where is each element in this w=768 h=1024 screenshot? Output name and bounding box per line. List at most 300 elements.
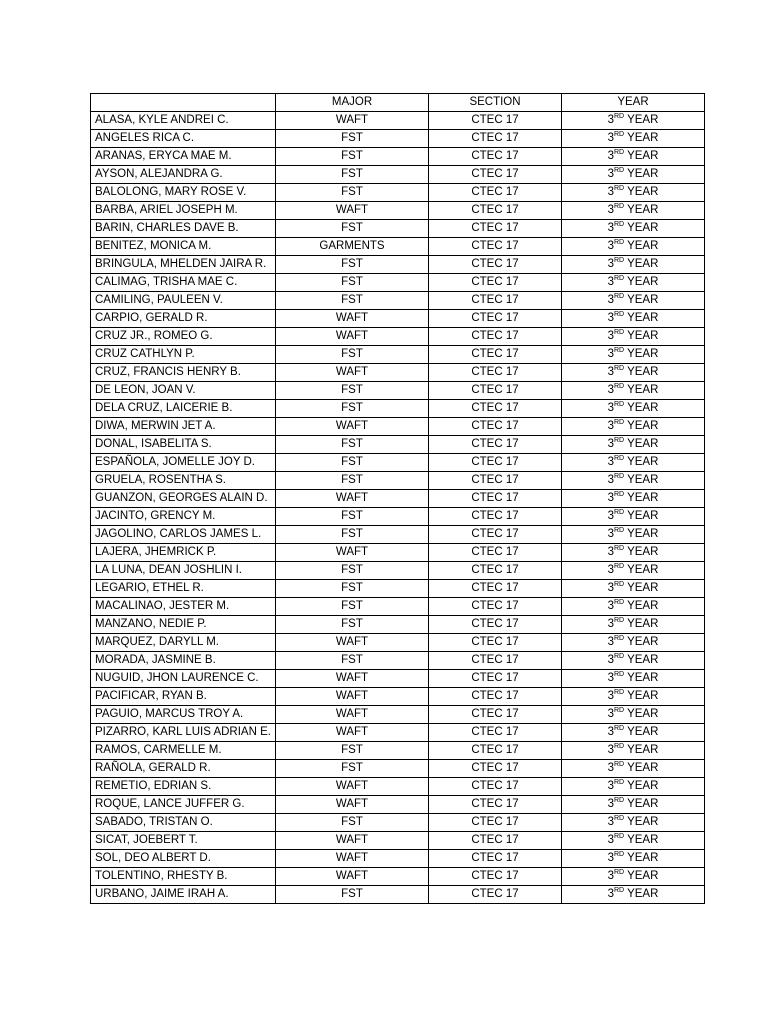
year-word: YEAR xyxy=(627,654,659,666)
section-cell: CTEC 17 xyxy=(429,544,562,562)
year-word: YEAR xyxy=(627,492,659,504)
section-cell: CTEC 17 xyxy=(429,454,562,472)
year-word: YEAR xyxy=(627,132,659,144)
section-cell: CTEC 17 xyxy=(429,184,562,202)
year-number: 3 xyxy=(607,366,614,378)
year-word: YEAR xyxy=(627,870,659,882)
section-cell: CTEC 17 xyxy=(429,634,562,652)
section-cell: CTEC 17 xyxy=(429,580,562,598)
year-number: 3 xyxy=(607,240,614,252)
year-number: 3 xyxy=(607,690,614,702)
table-row xyxy=(91,634,705,652)
year-word: YEAR xyxy=(627,762,659,774)
major-cell: FST xyxy=(276,508,429,526)
year-cell xyxy=(562,310,705,328)
year-cell xyxy=(562,166,705,184)
student-name-cell: SICAT, JOEBERT T. xyxy=(91,832,276,850)
year-number: 3 xyxy=(607,168,614,180)
section-cell: CTEC 17 xyxy=(429,562,562,580)
year-ordinal-suffix: RD xyxy=(613,815,625,822)
year-word: YEAR xyxy=(627,600,659,612)
student-name-cell: CARPIO, GERALD R. xyxy=(91,310,276,328)
year-word: YEAR xyxy=(627,402,659,414)
student-name-cell: MARQUEZ, DARYLL M. xyxy=(91,634,276,652)
section-cell: CTEC 17 xyxy=(429,364,562,382)
year-cell xyxy=(562,112,705,130)
major-cell: FST xyxy=(276,436,429,454)
table-row xyxy=(91,238,705,256)
student-roster xyxy=(90,93,704,904)
student-name-cell: BENITEZ, MONICA M. xyxy=(91,238,276,256)
table-row xyxy=(91,760,705,778)
year-word: YEAR xyxy=(627,636,659,648)
major-cell: FST xyxy=(276,292,429,310)
table-row xyxy=(91,202,705,220)
student-name-cell: BARIN, CHARLES DAVE B. xyxy=(91,220,276,238)
major-cell: WAFT xyxy=(276,328,429,346)
year-cell xyxy=(562,652,705,670)
table-row xyxy=(91,292,705,310)
major-cell: FST xyxy=(276,580,429,598)
section-cell: CTEC 17 xyxy=(429,328,562,346)
year-cell xyxy=(562,148,705,166)
year-word: YEAR xyxy=(627,348,659,360)
table-row xyxy=(91,418,705,436)
student-name-cell: PACIFICAR, RYAN B. xyxy=(91,688,276,706)
year-ordinal-suffix: RD xyxy=(613,707,625,714)
section-cell: CTEC 17 xyxy=(429,310,562,328)
section-cell: CTEC 17 xyxy=(429,202,562,220)
major-cell: FST xyxy=(276,346,429,364)
major-cell: WAFT xyxy=(276,490,429,508)
student-name-cell: PAGUIO, MARCUS TROY A. xyxy=(91,706,276,724)
year-ordinal-suffix: RD xyxy=(613,185,625,192)
student-name-cell: AYSON, ALEJANDRA G. xyxy=(91,166,276,184)
year-number: 3 xyxy=(607,312,614,324)
table-row xyxy=(91,346,705,364)
year-number: 3 xyxy=(607,438,614,450)
section-cell: CTEC 17 xyxy=(429,112,562,130)
year-word: YEAR xyxy=(627,528,659,540)
year-cell xyxy=(562,778,705,796)
year-word: YEAR xyxy=(627,204,659,216)
year-ordinal-suffix: RD xyxy=(613,833,625,840)
major-cell: FST xyxy=(276,184,429,202)
major-cell: FST xyxy=(276,472,429,490)
year-word: YEAR xyxy=(627,114,659,126)
section-cell: CTEC 17 xyxy=(429,148,562,166)
year-word: YEAR xyxy=(627,852,659,864)
section-cell: CTEC 17 xyxy=(429,166,562,184)
table-row xyxy=(91,796,705,814)
major-cell: WAFT xyxy=(276,778,429,796)
year-cell xyxy=(562,706,705,724)
section-cell: CTEC 17 xyxy=(429,778,562,796)
year-ordinal-suffix: RD xyxy=(613,491,625,498)
year-number: 3 xyxy=(607,420,614,432)
major-cell: WAFT xyxy=(276,868,429,886)
student-name-cell: URBANO, JAIME IRAH A. xyxy=(91,886,276,904)
year-number: 3 xyxy=(607,780,614,792)
major-cell: WAFT xyxy=(276,634,429,652)
year-word: YEAR xyxy=(627,294,659,306)
year-cell xyxy=(562,814,705,832)
year-cell xyxy=(562,742,705,760)
year-number: 3 xyxy=(607,816,614,828)
year-ordinal-suffix: RD xyxy=(613,365,625,372)
major-cell: FST xyxy=(276,400,429,418)
year-cell xyxy=(562,184,705,202)
year-number: 3 xyxy=(607,744,614,756)
student-name-cell: JACINTO, GRENCY M. xyxy=(91,508,276,526)
section-cell: CTEC 17 xyxy=(429,436,562,454)
section-cell: CTEC 17 xyxy=(429,508,562,526)
table-row xyxy=(91,184,705,202)
year-word: YEAR xyxy=(627,888,659,900)
year-number: 3 xyxy=(607,600,614,612)
year-cell xyxy=(562,238,705,256)
year-ordinal-suffix: RD xyxy=(613,167,625,174)
year-number: 3 xyxy=(607,726,614,738)
table-row xyxy=(91,526,705,544)
year-number: 3 xyxy=(607,636,614,648)
year-number: 3 xyxy=(607,834,614,846)
student-name-cell: DELA CRUZ, LAICERIE B. xyxy=(91,400,276,418)
year-ordinal-suffix: RD xyxy=(613,527,625,534)
table-row xyxy=(91,886,705,904)
year-ordinal-suffix: RD xyxy=(613,203,625,210)
major-cell: WAFT xyxy=(276,112,429,130)
section-cell: CTEC 17 xyxy=(429,598,562,616)
section-cell: CTEC 17 xyxy=(429,616,562,634)
year-word: YEAR xyxy=(627,420,659,432)
year-number: 3 xyxy=(607,294,614,306)
student-name-cell: SOL, DEO ALBERT D. xyxy=(91,850,276,868)
year-ordinal-suffix: RD xyxy=(613,653,625,660)
year-ordinal-suffix: RD xyxy=(613,797,625,804)
year-number: 3 xyxy=(607,204,614,216)
student-name-cell: RAÑOLA, GERALD R. xyxy=(91,760,276,778)
section-cell: CTEC 17 xyxy=(429,742,562,760)
year-word: YEAR xyxy=(627,186,659,198)
section-cell: CTEC 17 xyxy=(429,850,562,868)
section-cell: CTEC 17 xyxy=(429,292,562,310)
year-ordinal-suffix: RD xyxy=(613,599,625,606)
year-number: 3 xyxy=(607,798,614,810)
table-row xyxy=(91,364,705,382)
year-word: YEAR xyxy=(627,780,659,792)
major-cell: WAFT xyxy=(276,796,429,814)
year-ordinal-suffix: RD xyxy=(613,761,625,768)
major-cell: WAFT xyxy=(276,832,429,850)
year-ordinal-suffix: RD xyxy=(613,869,625,876)
table-row xyxy=(91,616,705,634)
student-name-cell: CRUZ CATHLYN P. xyxy=(91,346,276,364)
student-name-cell: NUGUID, JHON LAURENCE C. xyxy=(91,670,276,688)
major-cell: WAFT xyxy=(276,706,429,724)
year-ordinal-suffix: RD xyxy=(613,221,625,228)
section-cell: CTEC 17 xyxy=(429,796,562,814)
student-name-cell: CALIMAG, TRISHA MAE C. xyxy=(91,274,276,292)
year-word: YEAR xyxy=(627,366,659,378)
year-ordinal-suffix: RD xyxy=(613,419,625,426)
year-number: 3 xyxy=(607,762,614,774)
table-row xyxy=(91,490,705,508)
section-cell: CTEC 17 xyxy=(429,238,562,256)
year-cell xyxy=(562,220,705,238)
year-ordinal-suffix: RD xyxy=(613,779,625,786)
student-name-cell: DONAL, ISABELITA S. xyxy=(91,436,276,454)
year-word: YEAR xyxy=(627,276,659,288)
year-cell xyxy=(562,760,705,778)
year-number: 3 xyxy=(607,276,614,288)
section-cell: CTEC 17 xyxy=(429,814,562,832)
major-cell: FST xyxy=(276,256,429,274)
table-row xyxy=(91,454,705,472)
major-cell: WAFT xyxy=(276,364,429,382)
year-cell xyxy=(562,526,705,544)
student-name-cell: BRINGULA, MHELDEN JAIRA R. xyxy=(91,256,276,274)
year-number: 3 xyxy=(607,888,614,900)
student-name-cell: SABADO, TRISTAN O. xyxy=(91,814,276,832)
table-row xyxy=(91,670,705,688)
year-cell xyxy=(562,400,705,418)
year-cell xyxy=(562,886,705,904)
header-name xyxy=(91,94,276,112)
year-word: YEAR xyxy=(627,438,659,450)
table-row xyxy=(91,688,705,706)
student-name-cell: LAJERA, JHEMRICK P. xyxy=(91,544,276,562)
student-name-cell: LA LUNA, DEAN JOSHLIN I. xyxy=(91,562,276,580)
student-name-cell: ALASA, KYLE ANDREI C. xyxy=(91,112,276,130)
major-cell: WAFT xyxy=(276,202,429,220)
student-name-cell: MORADA, JASMINE B. xyxy=(91,652,276,670)
year-word: YEAR xyxy=(627,384,659,396)
section-cell: CTEC 17 xyxy=(429,706,562,724)
year-ordinal-suffix: RD xyxy=(613,743,625,750)
major-cell: FST xyxy=(276,742,429,760)
year-number: 3 xyxy=(607,474,614,486)
year-word: YEAR xyxy=(627,798,659,810)
table-row xyxy=(91,598,705,616)
year-number: 3 xyxy=(607,402,614,414)
student-name-cell: DIWA, MERWIN JET A. xyxy=(91,418,276,436)
table-row xyxy=(91,274,705,292)
year-ordinal-suffix: RD xyxy=(613,239,625,246)
year-cell xyxy=(562,832,705,850)
year-ordinal-suffix: RD xyxy=(613,851,625,858)
year-cell xyxy=(562,292,705,310)
section-cell: CTEC 17 xyxy=(429,724,562,742)
year-number: 3 xyxy=(607,672,614,684)
major-cell: FST xyxy=(276,562,429,580)
table-row xyxy=(91,436,705,454)
major-cell: GARMENTS xyxy=(276,238,429,256)
table-row xyxy=(91,148,705,166)
table-row xyxy=(91,112,705,130)
section-cell: CTEC 17 xyxy=(429,832,562,850)
section-cell: CTEC 17 xyxy=(429,526,562,544)
student-name-cell: LEGARIO, ETHEL R. xyxy=(91,580,276,598)
year-cell xyxy=(562,616,705,634)
year-ordinal-suffix: RD xyxy=(613,725,625,732)
year-ordinal-suffix: RD xyxy=(613,311,625,318)
student-name-cell: ARANAS, ERYCA MAE M. xyxy=(91,148,276,166)
year-ordinal-suffix: RD xyxy=(613,563,625,570)
year-cell xyxy=(562,796,705,814)
section-cell: CTEC 17 xyxy=(429,220,562,238)
year-cell xyxy=(562,724,705,742)
table-row xyxy=(91,742,705,760)
table-row xyxy=(91,544,705,562)
table-row xyxy=(91,130,705,148)
major-cell: WAFT xyxy=(276,688,429,706)
year-ordinal-suffix: RD xyxy=(613,113,625,120)
major-cell: WAFT xyxy=(276,670,429,688)
major-cell: FST xyxy=(276,886,429,904)
section-cell: CTEC 17 xyxy=(429,490,562,508)
table-row xyxy=(91,310,705,328)
major-cell: WAFT xyxy=(276,724,429,742)
year-ordinal-suffix: RD xyxy=(613,545,625,552)
major-cell: WAFT xyxy=(276,418,429,436)
year-word: YEAR xyxy=(627,474,659,486)
year-ordinal-suffix: RD xyxy=(613,329,625,336)
table-row xyxy=(91,508,705,526)
year-number: 3 xyxy=(607,528,614,540)
table-row xyxy=(91,706,705,724)
year-ordinal-suffix: RD xyxy=(613,401,625,408)
year-ordinal-suffix: RD xyxy=(613,455,625,462)
year-word: YEAR xyxy=(627,456,659,468)
major-cell: FST xyxy=(276,130,429,148)
year-number: 3 xyxy=(607,510,614,522)
section-cell: CTEC 17 xyxy=(429,670,562,688)
year-number: 3 xyxy=(607,114,614,126)
year-ordinal-suffix: RD xyxy=(613,275,625,282)
year-number: 3 xyxy=(607,852,614,864)
year-cell xyxy=(562,562,705,580)
table-row xyxy=(91,724,705,742)
year-cell xyxy=(562,670,705,688)
year-cell xyxy=(562,868,705,886)
roster-table xyxy=(90,93,705,904)
year-number: 3 xyxy=(607,582,614,594)
year-cell xyxy=(562,544,705,562)
major-cell: FST xyxy=(276,148,429,166)
section-cell: CTEC 17 xyxy=(429,400,562,418)
year-ordinal-suffix: RD xyxy=(613,617,625,624)
year-cell xyxy=(562,634,705,652)
student-name-cell: ROQUE, LANCE JUFFER G. xyxy=(91,796,276,814)
year-cell xyxy=(562,130,705,148)
major-cell: WAFT xyxy=(276,310,429,328)
student-name-cell: PIZARRO, KARL LUIS ADRIAN E. xyxy=(91,724,276,742)
year-word: YEAR xyxy=(627,618,659,630)
year-number: 3 xyxy=(607,564,614,576)
student-name-cell: JAGOLINO, CARLOS JAMES L. xyxy=(91,526,276,544)
year-number: 3 xyxy=(607,708,614,720)
year-word: YEAR xyxy=(627,510,659,522)
year-ordinal-suffix: RD xyxy=(613,257,625,264)
year-cell xyxy=(562,202,705,220)
year-cell xyxy=(562,454,705,472)
section-cell: CTEC 17 xyxy=(429,256,562,274)
year-ordinal-suffix: RD xyxy=(613,671,625,678)
year-ordinal-suffix: RD xyxy=(613,383,625,390)
year-word: YEAR xyxy=(627,816,659,828)
year-number: 3 xyxy=(607,222,614,234)
year-word: YEAR xyxy=(627,258,659,270)
header-major: MAJOR xyxy=(276,94,429,112)
student-name-cell: BALOLONG, MARY ROSE V. xyxy=(91,184,276,202)
year-word: YEAR xyxy=(627,726,659,738)
student-name-cell: TOLENTINO, RHESTY B. xyxy=(91,868,276,886)
year-ordinal-suffix: RD xyxy=(613,581,625,588)
table-row xyxy=(91,400,705,418)
year-word: YEAR xyxy=(627,330,659,342)
year-number: 3 xyxy=(607,456,614,468)
year-word: YEAR xyxy=(627,690,659,702)
major-cell: FST xyxy=(276,454,429,472)
year-number: 3 xyxy=(607,330,614,342)
table-row xyxy=(91,562,705,580)
year-cell xyxy=(562,328,705,346)
table-row xyxy=(91,850,705,868)
student-name-cell: GRUELA, ROSENTHA S. xyxy=(91,472,276,490)
year-number: 3 xyxy=(607,348,614,360)
student-name-cell: DE LEON, JOAN V. xyxy=(91,382,276,400)
year-cell xyxy=(562,580,705,598)
student-name-cell: BARBA, ARIEL JOSEPH M. xyxy=(91,202,276,220)
section-cell: CTEC 17 xyxy=(429,688,562,706)
table-row xyxy=(91,472,705,490)
student-name-cell: CRUZ, FRANCIS HENRY B. xyxy=(91,364,276,382)
year-ordinal-suffix: RD xyxy=(613,509,625,516)
year-cell xyxy=(562,490,705,508)
year-word: YEAR xyxy=(627,744,659,756)
student-name-cell: GUANZON, GEORGES ALAIN D. xyxy=(91,490,276,508)
student-name-cell: MACALINAO, JESTER M. xyxy=(91,598,276,616)
year-word: YEAR xyxy=(627,708,659,720)
year-ordinal-suffix: RD xyxy=(613,347,625,354)
year-word: YEAR xyxy=(627,312,659,324)
year-number: 3 xyxy=(607,132,614,144)
section-cell: CTEC 17 xyxy=(429,472,562,490)
major-cell: FST xyxy=(276,166,429,184)
year-cell xyxy=(562,436,705,454)
year-number: 3 xyxy=(607,186,614,198)
section-cell: CTEC 17 xyxy=(429,274,562,292)
year-cell xyxy=(562,688,705,706)
major-cell: FST xyxy=(276,616,429,634)
year-cell xyxy=(562,508,705,526)
major-cell: FST xyxy=(276,760,429,778)
year-word: YEAR xyxy=(627,834,659,846)
section-cell: CTEC 17 xyxy=(429,130,562,148)
year-ordinal-suffix: RD xyxy=(613,635,625,642)
year-word: YEAR xyxy=(627,546,659,558)
year-word: YEAR xyxy=(627,150,659,162)
year-ordinal-suffix: RD xyxy=(613,149,625,156)
year-number: 3 xyxy=(607,150,614,162)
table-row xyxy=(91,382,705,400)
year-ordinal-suffix: RD xyxy=(613,689,625,696)
major-cell: FST xyxy=(276,814,429,832)
major-cell: FST xyxy=(276,652,429,670)
year-word: YEAR xyxy=(627,168,659,180)
year-number: 3 xyxy=(607,258,614,270)
